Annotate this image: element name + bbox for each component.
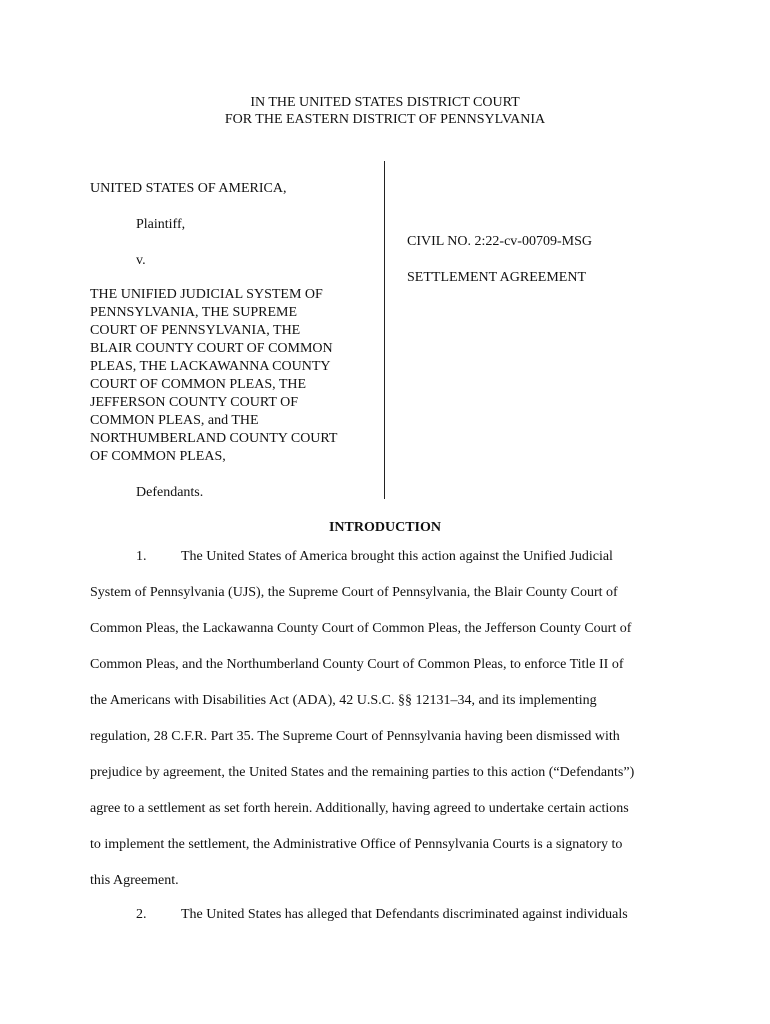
civil-number: CIVIL NO. 2:22-cv-00709-MSG (407, 234, 592, 249)
document-title: SETTLEMENT AGREEMENT (407, 270, 587, 285)
paragraph-first-line: The United States of America brought this action against the Unified Judicial (181, 549, 613, 564)
defendants-line: PENNSYLVANIA, THE SUPREME (90, 305, 298, 320)
paragraph-1 (90, 548, 670, 948)
paragraph-line: the Americans with Disabilities Act (ADA), 42 U.S.C. §§ 12131–34, and its implementing (90, 693, 597, 708)
paragraph-line: Common Pleas, and the Northumberland County Court of Common Pleas, to enforce Title II of (90, 657, 624, 672)
paragraph-number: 1. (136, 549, 147, 564)
defendants-label: Defendants. (136, 485, 204, 500)
paragraph-line: Common Pleas, the Lackawanna County Court of Common Pleas, the Jefferson County Court of (90, 621, 632, 636)
defendants-line: COMMON PLEAS, and THE (90, 413, 259, 428)
court-heading-line-1: IN THE UNITED STATES DISTRICT COURT (250, 95, 520, 110)
paragraph-line: prejudice by agreement, the United States and the remaining parties to this action (“Defendants”) (90, 765, 635, 780)
case-caption-parties (90, 180, 380, 502)
plaintiff-label: Plaintiff, (136, 217, 186, 232)
court-heading (0, 94, 770, 128)
court-heading-line-2: FOR THE EASTERN DISTRICT OF PENNSYLVANIA (224, 112, 546, 127)
versus-label: v. (136, 253, 146, 268)
defendants-line: BLAIR COUNTY COURT OF COMMON (90, 341, 333, 356)
paragraph-line: this Agreement. (90, 873, 179, 888)
defendants-line: COURT OF COMMON PLEAS, THE (90, 377, 307, 392)
defendants-names (90, 286, 380, 466)
defendants-line: PLEAS, THE LACKAWANNA COUNTY (90, 359, 331, 374)
defendants-line: COURT OF PENNSYLVANIA, THE (90, 323, 301, 338)
paragraph-line: to implement the settlement, the Administrative Office of Pennsylvania Courts is a signatory to (90, 837, 623, 852)
section-heading-introduction: INTRODUCTION (328, 520, 441, 535)
paragraph-line: agree to a settlement as set forth herein. Additionally, having agreed to undertake certain actions (90, 801, 629, 816)
paragraph-line: System of Pennsylvania (UJS), the Supreme Court of Pennsylvania, the Blair County Court of (90, 585, 618, 600)
caption-divider (384, 161, 385, 499)
defendants-line: OF COMMON PLEAS, (90, 449, 226, 464)
paragraph-first-line: The United States has alleged that Defendants discriminated against individuals (181, 907, 628, 922)
defendants-line: JEFFERSON COUNTY COURT OF (90, 395, 299, 410)
defendants-line: THE UNIFIED JUDICIAL SYSTEM OF (90, 287, 323, 302)
plaintiff-name: UNITED STATES OF AMERICA, (90, 181, 287, 196)
paragraph-number: 2. (136, 907, 147, 922)
paragraph-line: regulation, 28 C.F.R. Part 35. The Supreme Court of Pennsylvania having been dismissed with (90, 729, 620, 744)
defendants-line: NORTHUMBERLAND COUNTY COURT (90, 431, 338, 446)
